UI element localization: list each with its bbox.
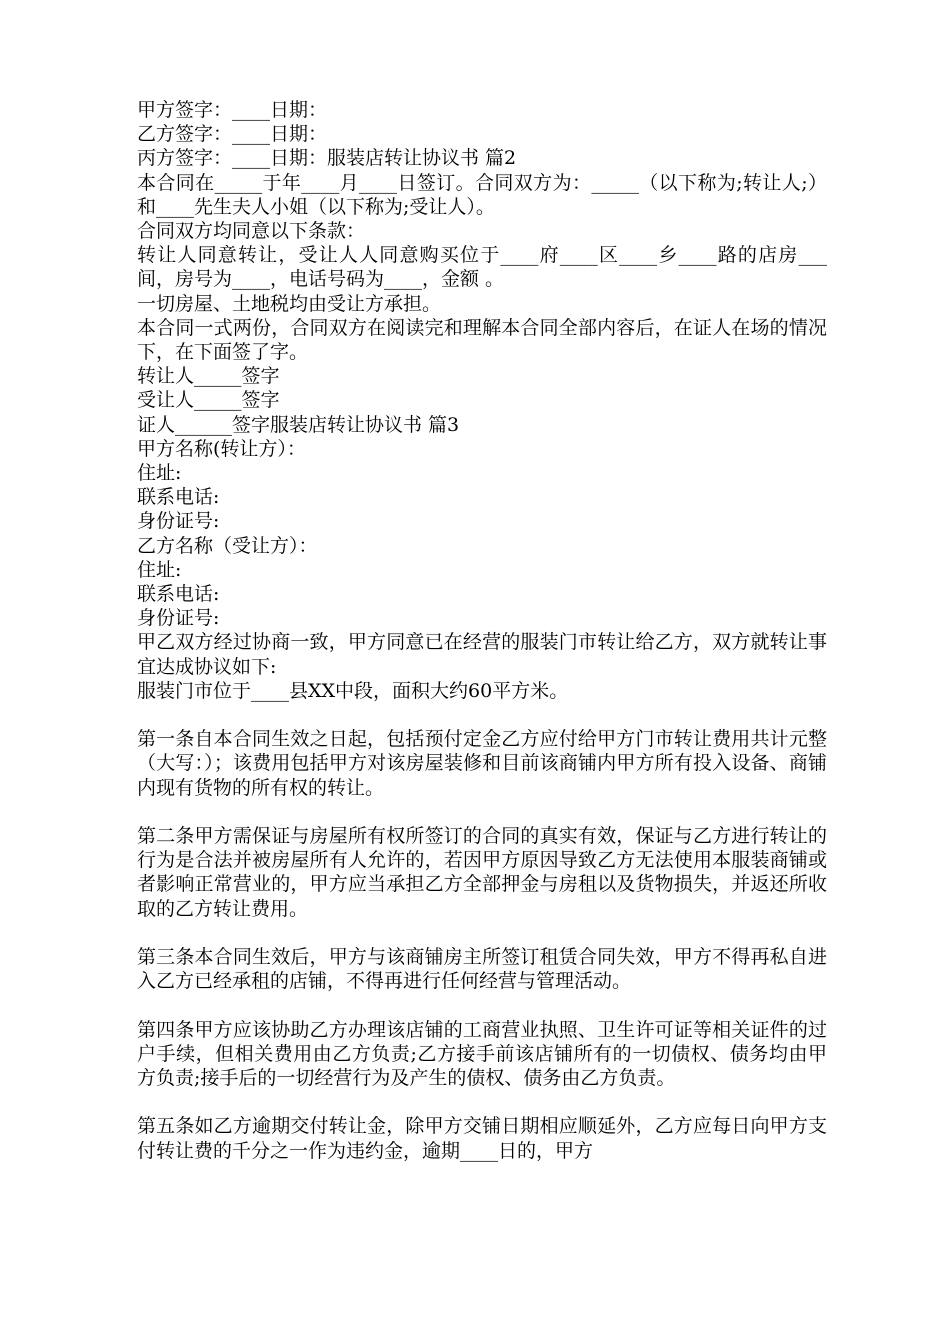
article-4: 第四条甲方应该协助乙方办理该店铺的工商营业执照、卫生许可证等相关证件的过户手续，但相关费用由乙方负责;乙方接手前该店铺所有的一切债权、债务均由甲方负责;接手后的一切经营行为及产生的债权、债务由乙方负责。 — [137, 1018, 827, 1090]
signature-witness: 证人______签字服装店转让协议书 篇3 — [137, 413, 460, 436]
article-1: 第一条自本合同生效之日起，包括预付定金乙方应付给甲方门市转让费用共计元整（大写：）；该费用包括甲方对该房屋装修和目前该商铺内甲方所有投入设备、商铺内现有货物的所有权的转让。 — [137, 728, 827, 799]
signature-transferor: 转让人_____签字 — [137, 365, 280, 388]
sign-line-party-a: 甲方签字：____日期： — [137, 99, 328, 121]
paragraph-agree: 合同双方均同意以下条款： — [137, 220, 366, 243]
party-a-id: 身份证号: — [137, 510, 220, 533]
party-a-name: 甲方名称(转让方）： — [137, 437, 306, 460]
document-page — [137, 98, 827, 1163]
paragraph-transfer: 转让人同意转让，受让人人同意购买位于____府____区____乡____路的店房___间，房号为____，电话号码为____，金额 。 — [137, 244, 827, 291]
paragraph-tax: 一切房屋、土地税均由受让方承担。 — [137, 292, 442, 315]
paragraph-copies: 本合同一式两份，合同双方在阅读完和理解本合同全部内容后，在证人在场的情况下，在下面签了字。 — [137, 316, 827, 364]
sign-line-party-c: 丙方签字：____日期：服装店转让协议书 篇2 — [137, 147, 517, 170]
sign-line-party-b: 乙方签字：____日期： — [137, 123, 328, 146]
party-b-address: 住址: — [137, 558, 182, 581]
party-b-phone: 联系电话: — [137, 583, 220, 606]
paragraph-gap — [137, 1090, 827, 1114]
article-2: 第二条甲方需保证与房屋所有权所签订的合同的真实有效，保证与乙方进行转让的行为是合法并被房屋所有人允许的，若因甲方原因导致乙方无法使用本服装商铺或者影响正常营业的，甲方应当承担乙方全部押金与房租以及货物损失，并返还所收取的乙方转让费用。 — [137, 825, 827, 920]
paragraph-contract-date: 本合同在_____于年____月____日签订。合同双方为：_____（以下称为;转让人;）和____先生夫人小姐（以下称为;受让人）。 — [137, 171, 827, 218]
article-5: 第五条如乙方逾期交付转让金，除甲方交铺日期相应顺延外，乙方应每日向甲方支付转让费的千分之一作为违约金，逾期____日的，甲方 — [137, 1115, 827, 1162]
paragraph-negotiation: 甲乙双方经过协商一致，甲方同意已在经营的服装门市转让给乙方，双方就转让事宜达成协议如下: — [137, 631, 827, 678]
party-a-address: 住址: — [137, 462, 182, 485]
party-b-name: 乙方名称（受让方）： — [137, 534, 318, 557]
party-b-id: 身份证号: — [137, 607, 220, 630]
paragraph-gap — [137, 921, 827, 945]
paragraph-gap — [137, 800, 827, 824]
paragraph-location: 服装门市位于____县XX中段，面积大约60平方米。 — [137, 679, 569, 702]
paragraph-gap — [137, 993, 827, 1017]
article-3: 第三条本合同生效后，甲方与该商铺房主所签订租赁合同失效，甲方不得再私自进入乙方已经承租的店铺，不得再进行任何经营与管理活动。 — [137, 946, 827, 993]
party-a-phone: 联系电话: — [137, 486, 220, 509]
paragraph-gap — [137, 703, 827, 727]
signature-transferee: 受让人_____签字 — [137, 389, 280, 412]
